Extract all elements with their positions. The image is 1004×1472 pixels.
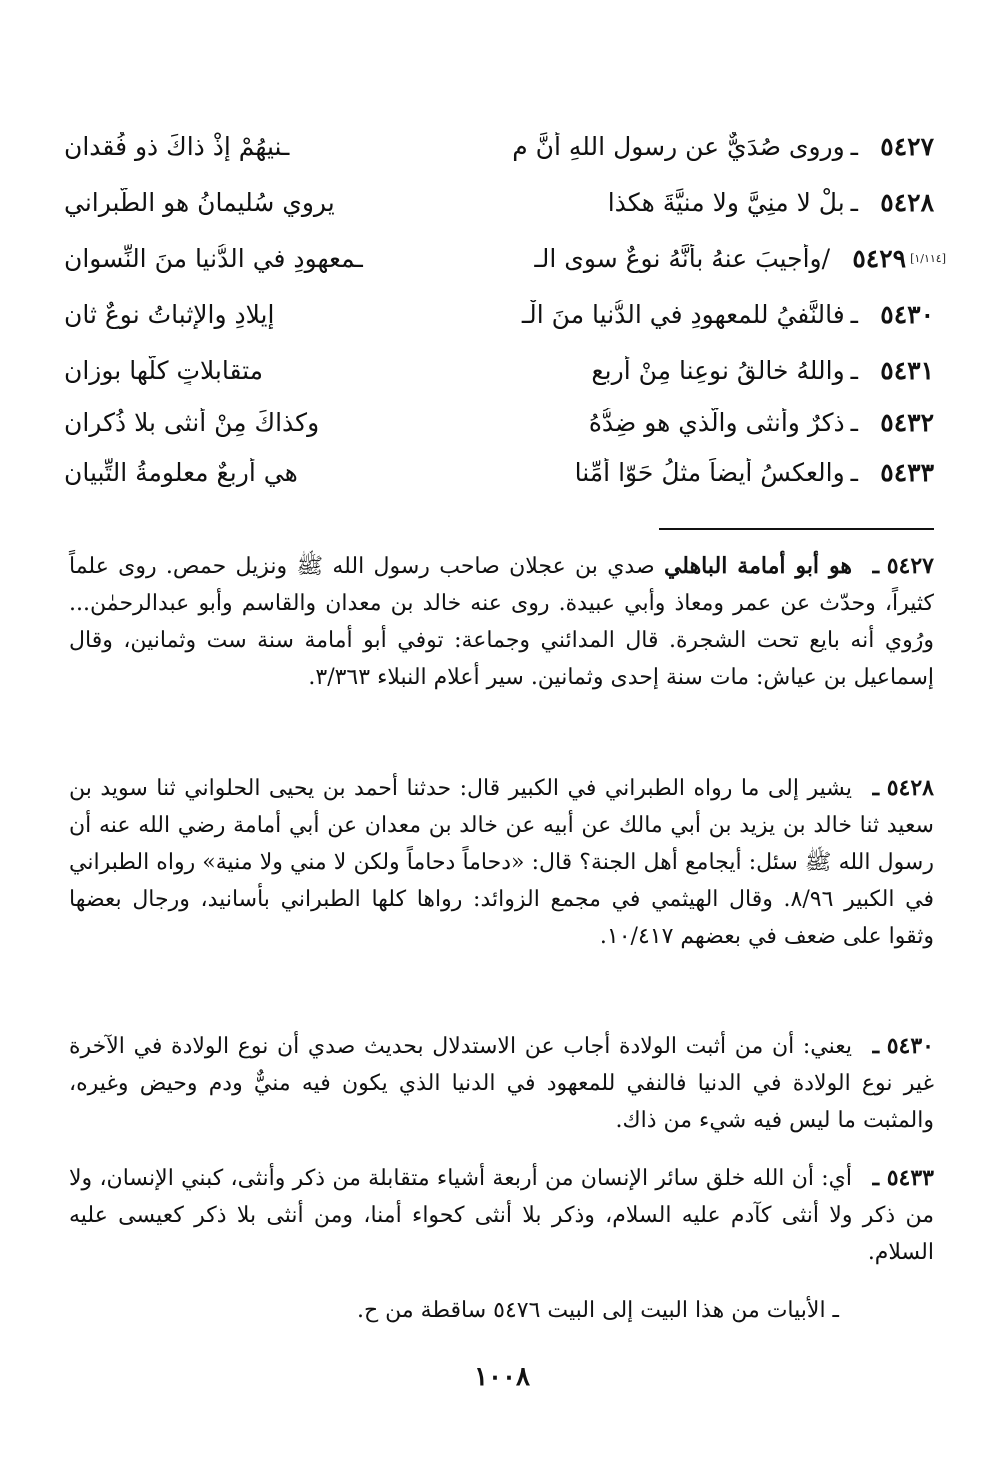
verse-line: ٥٤٢٧ ـ وروى صُدَيٌّ عن رسولِ اللهِ أنَّ م ـنيهُمْ إذْ ذاكَ ذو فُقدانِ xyxy=(64,131,934,161)
footnote xyxy=(69,1028,934,1139)
verse-number: ٥٤٣٢ xyxy=(880,407,934,437)
manuscript-note: ـ الأبيات من هذا البيت إلى البيت ٥٤٧٦ ساقطة من ح. xyxy=(356,1298,839,1323)
footnote-text: صدي بن عجلان صاحب رسول الله ﷺ ونزيل حمص. روى علماً كثيراً، وحدّث عن عمر ومعاذ وأبي عبيدة. روى عنه خالد بن معدان والقاسم وأبو عبدالرحمٰن... ورُوي أنه بايع تحت الشجرة. قال المدائني وجماعة: توفي أبو أمامة سنة ست وثمانين، وقال إسماعيل بن عياش: مات سنة إحدى وثمانين. سير أعلام النبلاء ٣/٣٦٣. xyxy=(69,554,934,690)
manuscript-folio-mark: [١/١١٤] xyxy=(910,251,946,265)
footnote-divider xyxy=(659,528,934,530)
footnote xyxy=(69,548,934,696)
footnote-number: ٥٤٢٨ ـ xyxy=(872,775,934,801)
page-number: ١٠٠٨ xyxy=(474,1362,530,1392)
verse-second-hemistich: ـمعهودِ في الدُّنيا منَ النِّسوانِ xyxy=(64,243,363,273)
verse-second-hemistich: ـنيهُمْ إذْ ذاكَ ذو فُقدانِ xyxy=(64,131,290,161)
verse-first-hemistich: فالنَّفيُ للمعهودِ في الدُّنيا منَ الْـ xyxy=(521,299,845,329)
verse-first-hemistich: وروى صُدَيٌّ عن رسولِ اللهِ أنَّ م xyxy=(512,131,845,161)
footnote-bold-text: هو أبو أمامة الباهلي xyxy=(663,553,852,579)
verse-number: ٥٤٣١ xyxy=(880,355,934,385)
verse-first-hemistich: بلْ لا منِيَّ ولا منيَّةَ هكذا xyxy=(607,187,845,217)
footnote-text: يعني: أن من أثبت الولادة أجاب عن الاستدلال بحديث صدي أن نوع الولادة في الآخرة غير نوع الولادة في الدنيا فالنفي للمعهود في الدنيا الذي يكون فيه منيٌّ ودم وحيض وغيره، والمثبت ما ليس فيه شيء من ذاك. xyxy=(69,1034,934,1133)
footnote xyxy=(69,1160,934,1271)
verse-second-hemistich: إيلادِ والإثباتُ نوعٌ ثانِ xyxy=(64,299,275,329)
footnote-text: أي: أن الله خلق سائر الإنسان من أربعة أشياء متقابلة من ذكر وأنثى، كبني الإنسان، ولا من ذكر ولا أنثى كآدم عليه السلام، وذكر بلا أنثى كحواء أمنا، ومن أنثى بلا ذكر كعيسى عليه السلام. xyxy=(69,1166,934,1265)
verse-line: ٥٤٣٠ ـ فالنَّفيُ للمعهودِ في الدُّنيا منَ الْـ إيلادِ والإثباتُ نوعٌ ثانِ xyxy=(64,299,934,329)
verse-second-hemistich: وكذاكَ مِنْ أُنثى بلا ذُكرانِ xyxy=(64,407,320,437)
verse-number: ٥٤٣٠ xyxy=(880,299,934,329)
verse-second-hemistich: متقابلاتٍ كلُّها بوزانِ xyxy=(64,355,264,385)
footnote-text: يشير إلى ما رواه الطبراني في الكبير قال: حدثنا أحمد بن يحيى الحلواني ثنا سويد بن سعيد ثنا خالد بن يزيد بن أبي مالك عن أبيه عن خالد بن معدان عن أبي أمامة رضي الله عنه أن رسول الله ﷺ سئل: أيجامع أهل الجنة؟ قال: «دحاماً دحاماً ولكن لا مني ولا منية» رواه الطبراني في الكبير ٨/٩٦. وقال الهيثمي في مجمع الزوائد: رواها كلها الطبراني بأسانيد، ورجال بعضها وثقوا على ضعف في بعضهم ١٠/٤١٧. xyxy=(69,776,934,949)
footnote-number: ٥٤٢٧ ـ xyxy=(872,553,934,579)
verse-first-hemistich: ذكرٌ وأنثى والّذي هو ضِدُّهُ xyxy=(588,407,845,437)
verse-first-hemistich: والعكسُ أيضاً مثلُ حَوّا أمِّنا xyxy=(574,457,845,487)
verse-line: ٥٤٣٢ ـ ذكرٌ وأنثى والّذي هو ضِدُّهُ وكذاكَ مِنْ أُنثى بلا ذُكرانِ xyxy=(64,407,934,437)
footnote-number: ٥٤٣٠ ـ xyxy=(872,1033,934,1059)
verse-second-hemistich: هي أربعٌ معلومةُ التِّبيانِ xyxy=(64,457,298,487)
verse-number: ٥٤٢٩ xyxy=(852,243,907,273)
verse-line: ٥٤٣١ ـ واللهُ خالقُ نوعِنا مِنْ أربعٍ متقابلاتٍ كلُّها بوزانِ xyxy=(64,355,934,385)
verse-line: ٥٤٢٨ ـ بلْ لا منِيَّ ولا منيَّةَ هكذا يروي سُليمانُ هو الطَّبراني xyxy=(64,187,934,217)
verse-line: ٥٤٣٣ ـ والعكسُ أيضاً مثلُ حَوّا أمِّنا هي أربعٌ معلومةُ التِّبيانِ xyxy=(64,457,934,487)
verse-first-hemistich: واللهُ خالقُ نوعِنا مِنْ أربعٍ xyxy=(591,355,845,385)
verse-number: ٥٤٣٣ xyxy=(880,457,934,487)
verse-number: ٥٤٢٧ xyxy=(880,131,934,161)
footnote-number: ٥٤٣٣ ـ xyxy=(872,1165,934,1191)
verse-line xyxy=(64,228,946,288)
verse-number: ٥٤٢٨ xyxy=(880,187,934,217)
verse-first-hemistich: /وأُجيبَ عنهُ بأنَّهُ نوعٌ سوى الـ xyxy=(534,243,831,273)
verse-second-hemistich: يروي سُليمانُ هو الطَّبراني xyxy=(64,187,335,217)
footnote xyxy=(69,770,934,955)
